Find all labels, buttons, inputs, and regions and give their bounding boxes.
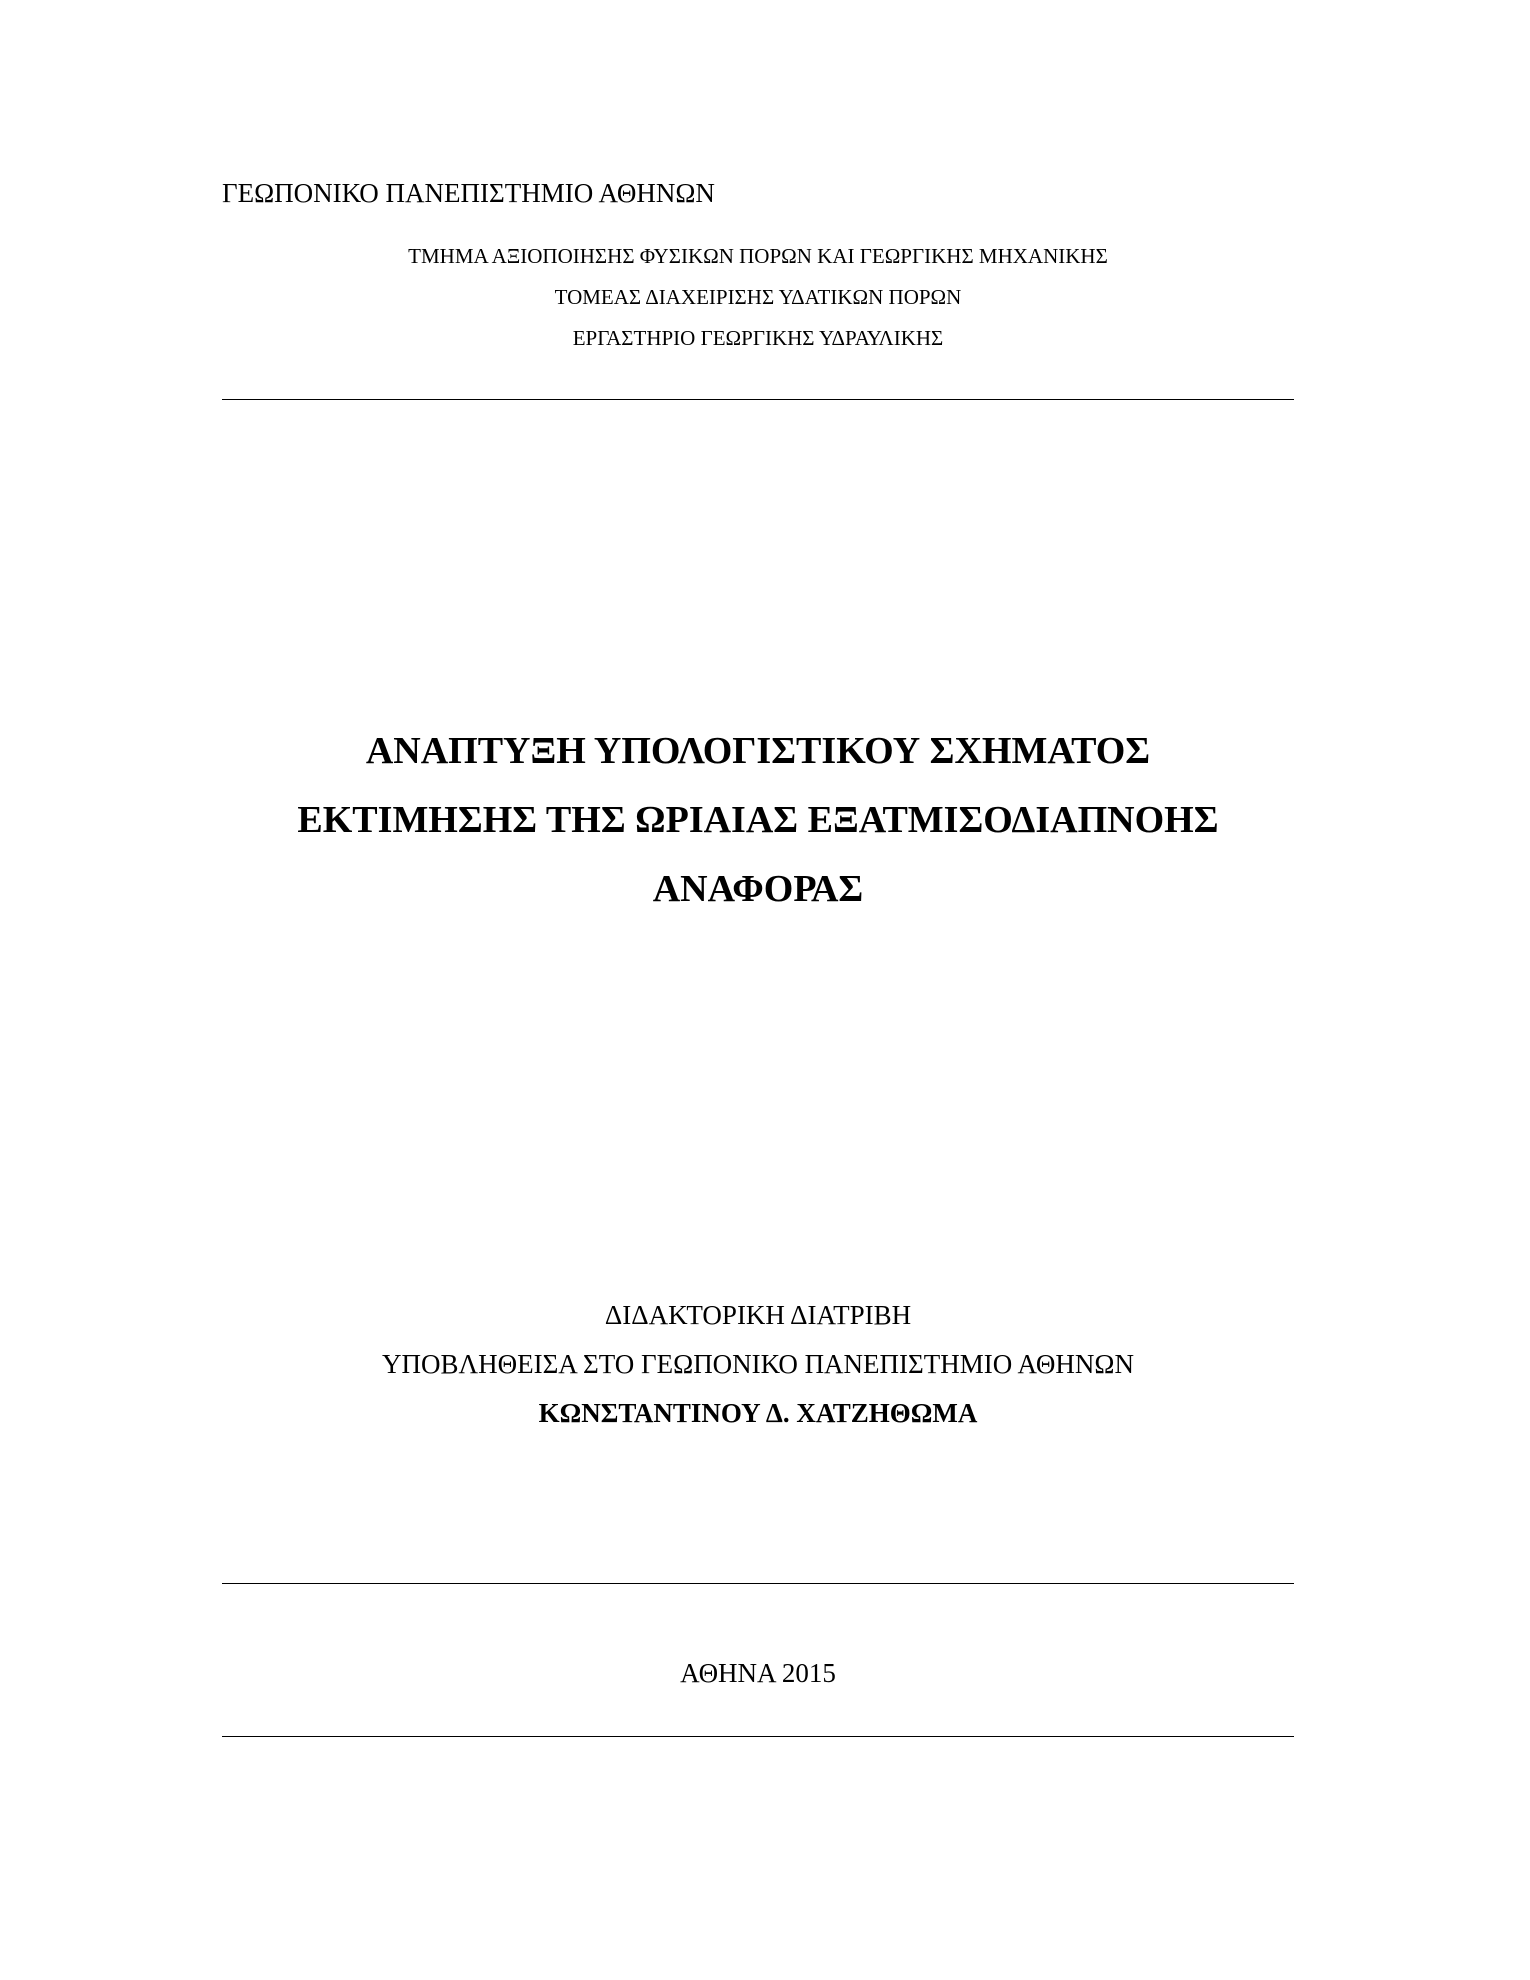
header-divider — [222, 399, 1294, 400]
author-name: ΚΩΝΣΤΑΝΤΙΝΟΥ Δ. ΧΑΤΖΗΘΩΜΑ — [538, 1398, 978, 1428]
university-name: ΓΕΩΠΟΝΙΚΟ ΠΑΝΕΠΙΣΤΗΜΙΟ ΑΘΗΝΩΝ — [222, 178, 715, 208]
thesis-title-line-2: ΕΚΤΙΜΗΣΗΣ ΤΗΣ ΩΡΙΑΙΑΣ ΕΞΑΤΜΙΣΟΔΙΑΠΝΟΗΣ — [297, 799, 1219, 841]
thesis-title-line-3: ΑΝΑΦΟΡΑΣ — [652, 868, 864, 910]
footer-divider-bottom — [222, 1736, 1294, 1737]
laboratory-name: ΕΡΓΑΣΤΗΡΙΟ ΓΕΩΡΓΙΚΗΣ ΥΔΡΑΥΛΙΚΗΣ — [572, 326, 944, 350]
sector-name: ΤΟΜΕΑΣ ΔΙΑΧΕΙΡΙΣΗΣ ΥΔΑΤΙΚΩΝ ΠΟΡΩΝ — [554, 285, 962, 309]
department-name: ΤΜΗΜΑ ΑΞΙΟΠΟΙΗΣΗΣ ΦΥΣΙΚΩΝ ΠΟΡΩΝ ΚΑΙ ΓΕΩΡΓΙΚΗΣ ΜΗΧΑΝΙΚΗΣ — [408, 244, 1108, 268]
footer-divider-top — [222, 1583, 1294, 1584]
document-type: ΔΙΔΑΚΤΟΡΙΚΗ ΔΙΑΤΡΙΒΗ — [604, 1300, 912, 1330]
place-and-year: ΑΘΗΝΑ 2015 — [680, 1658, 836, 1688]
thesis-title-line-1: ΑΝΑΠΤΥΞΗ ΥΠΟΛΟΓΙΣΤΙΚΟΥ ΣΧΗΜΑΤΟΣ — [365, 730, 1151, 772]
submission-statement: ΥΠΟΒΛΗΘΕΙΣΑ ΣΤΟ ΓΕΩΠΟΝΙΚΟ ΠΑΝΕΠΙΣΤΗΜΙΟ ΑΘΗΝΩΝ — [382, 1349, 1134, 1379]
